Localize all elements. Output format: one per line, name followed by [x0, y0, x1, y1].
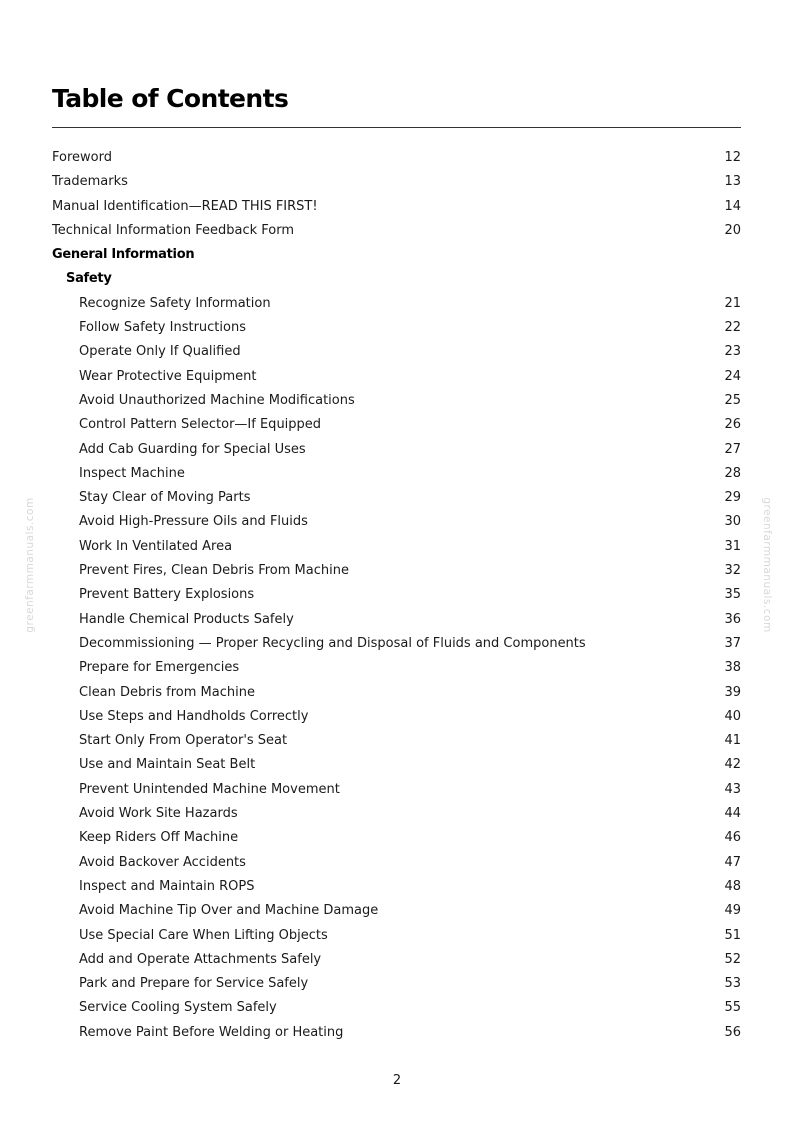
toc-entry[interactable]: [52, 802, 741, 826]
toc-entry-page: 53: [724, 976, 741, 992]
toc-entry-label: Keep Riders Off Machine: [79, 830, 239, 846]
toc-entry-label: Recognize Safety Information: [79, 295, 271, 311]
toc-entry[interactable]: [52, 996, 741, 1020]
toc-entry[interactable]: [52, 389, 741, 413]
toc-entry-label: Foreword: [52, 150, 112, 165]
toc-entry[interactable]: [52, 219, 741, 243]
toc-entry-page: 55: [724, 1000, 741, 1016]
toc-entry-page: 23: [724, 344, 741, 360]
page-title: Table of Contents: [52, 84, 289, 113]
toc-entry-page: 22: [724, 320, 741, 336]
toc-entry-page: 56: [724, 1024, 741, 1040]
toc-entry-label: Add and Operate Attachments Safely: [79, 951, 322, 967]
toc-entry[interactable]: [52, 778, 741, 802]
toc-entry-label: Start Only From Operator's Seat: [79, 733, 288, 749]
toc-entry-label: Use Special Care When Lifting Objects: [79, 927, 328, 943]
toc-entry-label: Service Cooling System Safely: [79, 1000, 277, 1016]
toc-entry-page: 32: [724, 563, 741, 579]
toc-entry-label: Work In Ventilated Area: [79, 538, 233, 554]
toc-entry-label: Avoid Unauthorized Machine Modifications: [79, 392, 355, 408]
toc-entry-page: 39: [724, 684, 741, 700]
toc-entry-label: Control Pattern Selector—If Equipped: [79, 417, 322, 433]
toc-entry-label: Safety: [66, 271, 112, 287]
toc-entry-label: Prevent Fires, Clean Debris From Machine: [79, 563, 349, 579]
toc-entry-page: 26: [724, 417, 741, 433]
toc-entry-label: Handle Chemical Products Safely: [79, 611, 294, 627]
toc-entry-label: Inspect Machine: [79, 465, 185, 481]
toc-entry-label: Prepare for Emergencies: [79, 660, 240, 676]
page-number: 2: [392, 1073, 402, 1088]
toc-entry[interactable]: [52, 510, 741, 534]
toc-entry-page: 46: [724, 830, 741, 846]
toc-entry[interactable]: [52, 632, 741, 656]
toc-entry-label: Manual Identification—READ THIS FIRST!: [52, 198, 318, 214]
toc-entry[interactable]: [52, 365, 741, 389]
toc-entry-page: 41: [724, 733, 741, 749]
toc-entry[interactable]: [52, 413, 741, 437]
toc-entry-page: 20: [724, 222, 741, 238]
toc-entry-page: 36: [724, 611, 741, 627]
toc-entry-page: 27: [724, 441, 741, 457]
toc-entry[interactable]: [52, 729, 741, 753]
toc-entry-page: 13: [724, 174, 741, 190]
toc-entry-label: Avoid High-Pressure Oils and Fluids: [79, 514, 308, 530]
toc-entry[interactable]: [52, 583, 741, 607]
watermark-left: greenfarmmanuals.com: [24, 497, 36, 633]
toc-section-heading: [52, 267, 741, 291]
toc-entry-label: General Information: [52, 247, 195, 263]
toc-entry[interactable]: [52, 316, 741, 340]
toc-entry-page: 31: [724, 538, 741, 554]
toc-entry[interactable]: [52, 608, 741, 632]
toc-entry-page: 44: [724, 806, 741, 822]
toc-entry-label: Park and Prepare for Service Safely: [79, 976, 309, 992]
toc-entry-label: Use Steps and Handholds Correctly: [79, 708, 309, 724]
toc-entry[interactable]: [52, 681, 741, 705]
toc-entry[interactable]: [52, 656, 741, 680]
toc-entry[interactable]: [52, 753, 741, 777]
toc-entry[interactable]: [52, 462, 741, 486]
toc-entry-label: Clean Debris from Machine: [79, 684, 255, 700]
toc-entry[interactable]: [52, 559, 741, 583]
toc-entry-page: 40: [724, 708, 741, 724]
toc-entry-page: 30: [724, 514, 741, 530]
toc-entry-page: 48: [724, 878, 741, 894]
watermark-right: greenfarmmanuals.com: [761, 497, 773, 633]
toc-entry-page: 25: [724, 392, 741, 408]
toc-entry[interactable]: [52, 705, 741, 729]
toc-entry-label: Use and Maintain Seat Belt: [79, 757, 256, 773]
toc-entry-page: 49: [724, 903, 741, 919]
toc-entry[interactable]: [52, 195, 741, 219]
toc-entry-page: 47: [724, 854, 741, 870]
toc-section-heading: [52, 243, 741, 267]
toc-entry[interactable]: [52, 486, 741, 510]
toc-entry-page: 24: [724, 368, 741, 384]
toc-entry-page: 29: [724, 490, 741, 506]
toc-entry-label: Technical Information Feedback Form: [52, 222, 294, 238]
table-of-contents: [52, 146, 741, 1045]
toc-entry[interactable]: [52, 826, 741, 850]
toc-entry[interactable]: [52, 899, 741, 923]
toc-entry-page: 14: [724, 198, 741, 214]
toc-entry-label: Avoid Machine Tip Over and Machine Damage: [79, 903, 379, 919]
toc-entry-page: 28: [724, 465, 741, 481]
toc-entry-label: Stay Clear of Moving Parts: [79, 490, 251, 506]
toc-entry-label: Trademarks: [52, 174, 128, 190]
toc-entry-label: Avoid Work Site Hazards: [79, 806, 238, 822]
toc-entry[interactable]: [52, 292, 741, 316]
toc-entry-label: Prevent Battery Explosions: [79, 587, 255, 603]
toc-entry[interactable]: [52, 972, 741, 996]
toc-entry-page: 38: [724, 660, 741, 676]
toc-entry-label: Wear Protective Equipment: [79, 368, 257, 384]
toc-entry[interactable]: [52, 438, 741, 462]
toc-entry-label: Decommissioning — Proper Recycling and Disposal of Fluids and Components: [79, 635, 586, 651]
toc-entry-label: Inspect and Maintain ROPS: [79, 878, 255, 894]
title-divider: [52, 127, 741, 128]
toc-entry[interactable]: [52, 924, 741, 948]
toc-entry-page: 42: [724, 757, 741, 773]
toc-entry-label: Remove Paint Before Welding or Heating: [79, 1024, 344, 1040]
toc-entry-page: 35: [724, 587, 741, 603]
toc-entry-page: 12: [724, 150, 741, 165]
toc-entry[interactable]: [52, 340, 741, 364]
toc-entry[interactable]: [52, 1021, 741, 1045]
toc-entry[interactable]: [52, 851, 741, 875]
toc-entry[interactable]: [52, 875, 741, 899]
toc-entry[interactable]: [52, 948, 741, 972]
toc-entry-label: Follow Safety Instructions: [79, 320, 246, 336]
toc-entry-label: Avoid Backover Accidents: [79, 854, 246, 870]
toc-entry[interactable]: [52, 535, 741, 559]
toc-entry[interactable]: [52, 146, 741, 170]
toc-entry-label: Prevent Unintended Machine Movement: [79, 781, 340, 797]
toc-entry[interactable]: [52, 170, 741, 194]
toc-entry-page: 43: [724, 781, 741, 797]
toc-entry-label: Operate Only If Qualified: [79, 344, 241, 360]
toc-entry-page: 21: [724, 295, 741, 311]
toc-entry-label: Add Cab Guarding for Special Uses: [79, 441, 306, 457]
toc-entry-page: 37: [724, 635, 741, 651]
toc-entry-page: 51: [724, 927, 741, 943]
toc-entry-page: 52: [724, 951, 741, 967]
